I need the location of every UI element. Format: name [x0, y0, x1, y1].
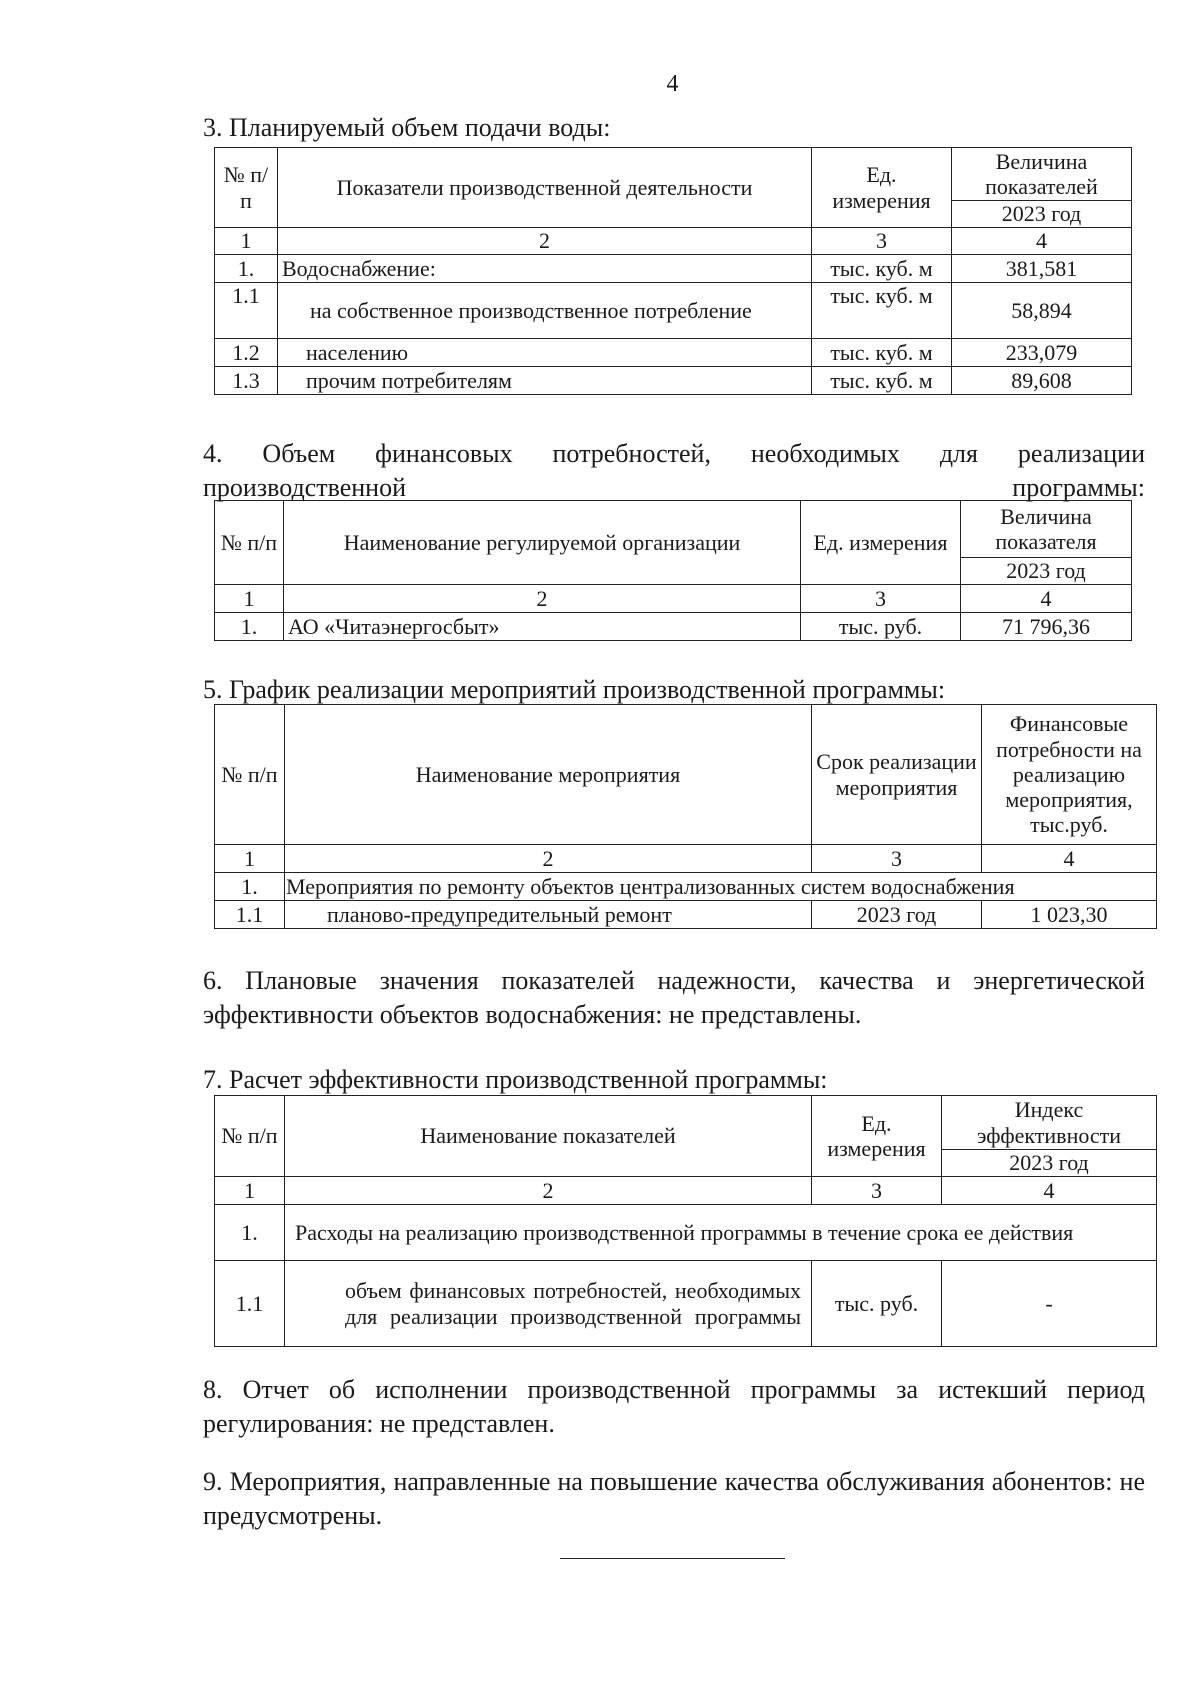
row-name: планово-предупредительный ремонт	[285, 901, 812, 929]
row-num: 1.3	[215, 367, 278, 395]
table-row	[215, 1205, 1157, 1261]
water-supply-table	[214, 147, 1132, 395]
row-num: 1.1	[215, 283, 278, 339]
row-value: 71 796,36	[961, 613, 1132, 641]
row-num: 1.	[215, 255, 278, 283]
table-row	[215, 367, 1132, 395]
row-num: 1.	[215, 873, 285, 901]
col-num-header: № п/п	[215, 501, 284, 585]
row-num: 1.1	[215, 1261, 285, 1347]
colnum-cell: 1	[215, 1177, 285, 1205]
row-unit: тыс. руб.	[812, 1261, 942, 1347]
colnum-cell: 1	[215, 585, 284, 613]
col-name-header: Наименование показателей	[285, 1096, 812, 1177]
row-num: 1.1	[215, 901, 285, 929]
row-name: Расходы на реализацию производственной программы в течение срока ее действия	[285, 1205, 1157, 1261]
colnum-cell: 3	[801, 585, 961, 613]
section9-text: 9. Мероприятия, направленные на повышение качества обслуживания абонентов: не предусмотрены.	[203, 1467, 1145, 1530]
section7-heading: 7. Расчет эффективности производственной программы:	[203, 1065, 828, 1094]
row-term: 2023 год	[812, 901, 982, 929]
colnum-cell: 2	[278, 228, 812, 255]
efficiency-table	[214, 1095, 1157, 1347]
colnum-cell: 4	[942, 1177, 1157, 1205]
colnum-cell: 4	[982, 845, 1157, 873]
row-value: -	[942, 1261, 1157, 1347]
col-year-header: 2023 год	[961, 558, 1132, 585]
colnum-cell: 3	[812, 845, 982, 873]
colnum-cell: 4	[952, 228, 1132, 255]
row-num: 1.	[215, 613, 284, 641]
row-name: Водоснабжение:	[278, 255, 812, 283]
events-schedule-table	[214, 704, 1157, 929]
row-name: объем финансовых потребностей, необходимых для реализации производственной программы	[285, 1261, 812, 1347]
col-finance-header: Финансовые потребности на реализацию мероприятия, тыс.руб.	[982, 705, 1157, 845]
col-term-header: Срок реализации мероприятия	[812, 705, 982, 845]
row-num: 1.	[215, 1205, 285, 1261]
table-row	[215, 339, 1132, 367]
row-value: 58,894	[952, 283, 1132, 339]
col-unit-header: Ед. измерения	[801, 501, 961, 585]
col-value-header: Величина показателя	[961, 501, 1132, 558]
row-unit: тыс. куб. м	[812, 255, 952, 283]
colnum-cell: 3	[812, 1177, 942, 1205]
page-number: 4	[666, 71, 679, 97]
row-unit: тыс. куб. м	[812, 283, 952, 339]
colnum-cell: 3	[812, 228, 952, 255]
row-value: 233,079	[952, 339, 1132, 367]
section4-heading: 4. Объем финансовых потребностей, необходимых для реализации производственной программы:	[203, 439, 1145, 502]
colnum-cell: 2	[285, 1177, 812, 1205]
colnum-cell: 2	[285, 845, 812, 873]
row-name: Мероприятия по ремонту объектов централизованных систем водоснабжения	[285, 873, 1157, 901]
colnum-cell: 4	[961, 585, 1132, 613]
row-name: АО «Читаэнергосбыт»	[284, 613, 801, 641]
col-num-header: № п/п	[215, 148, 278, 228]
col-index-header: Индекс эффективности	[942, 1096, 1157, 1150]
row-unit: тыс. куб. м	[812, 367, 952, 395]
col-year-header: 2023 год	[942, 1150, 1157, 1177]
row-unit: тыс. куб. м	[812, 339, 952, 367]
row-name: прочим потребителям	[278, 367, 812, 395]
col-indicator-header: Показатели производственной деятельности	[278, 148, 812, 228]
table-row	[215, 613, 1132, 641]
section3-heading: 3. Планируемый объем подачи воды:	[203, 113, 611, 142]
col-event-header: Наименование мероприятия	[285, 705, 812, 845]
col-num-header: № п/п	[215, 705, 285, 845]
col-num-header: № п/п	[215, 1096, 285, 1177]
financial-needs-table	[214, 500, 1132, 641]
colnum-cell: 2	[284, 585, 801, 613]
section8-text: 8. Отчет об исполнении производственной программы за истекший период регулирования: не представлен.	[203, 1375, 1145, 1438]
row-unit: тыс. руб.	[801, 613, 961, 641]
col-year-header: 2023 год	[952, 201, 1132, 228]
row-value: 1 023,30	[982, 901, 1157, 929]
section6-text: 6. Плановые значения показателей надежности, качества и энергетической эффективности объектов водоснабжения: не представлены.	[203, 966, 1145, 1029]
table-row	[215, 873, 1157, 901]
colnum-cell: 1	[215, 228, 278, 255]
table-row	[215, 283, 1132, 339]
col-unit-header: Ед. измерения	[812, 148, 952, 228]
col-unit-header: Ед. измерения	[812, 1096, 942, 1177]
col-value-header: Величина показателей	[952, 148, 1132, 201]
table-row	[215, 901, 1157, 929]
closing-rule	[560, 1558, 785, 1559]
row-num: 1.2	[215, 339, 278, 367]
row-name: населению	[278, 339, 812, 367]
table-row	[215, 255, 1132, 283]
row-value: 89,608	[952, 367, 1132, 395]
row-name: на собственное производственное потребление	[310, 297, 752, 323]
row-value: 381,581	[952, 255, 1132, 283]
table-row	[215, 1261, 1157, 1347]
section5-heading: 5. График реализации мероприятий производственной программы:	[203, 675, 946, 704]
col-org-header: Наименование регулируемой организации	[284, 501, 801, 585]
colnum-cell: 1	[215, 845, 285, 873]
